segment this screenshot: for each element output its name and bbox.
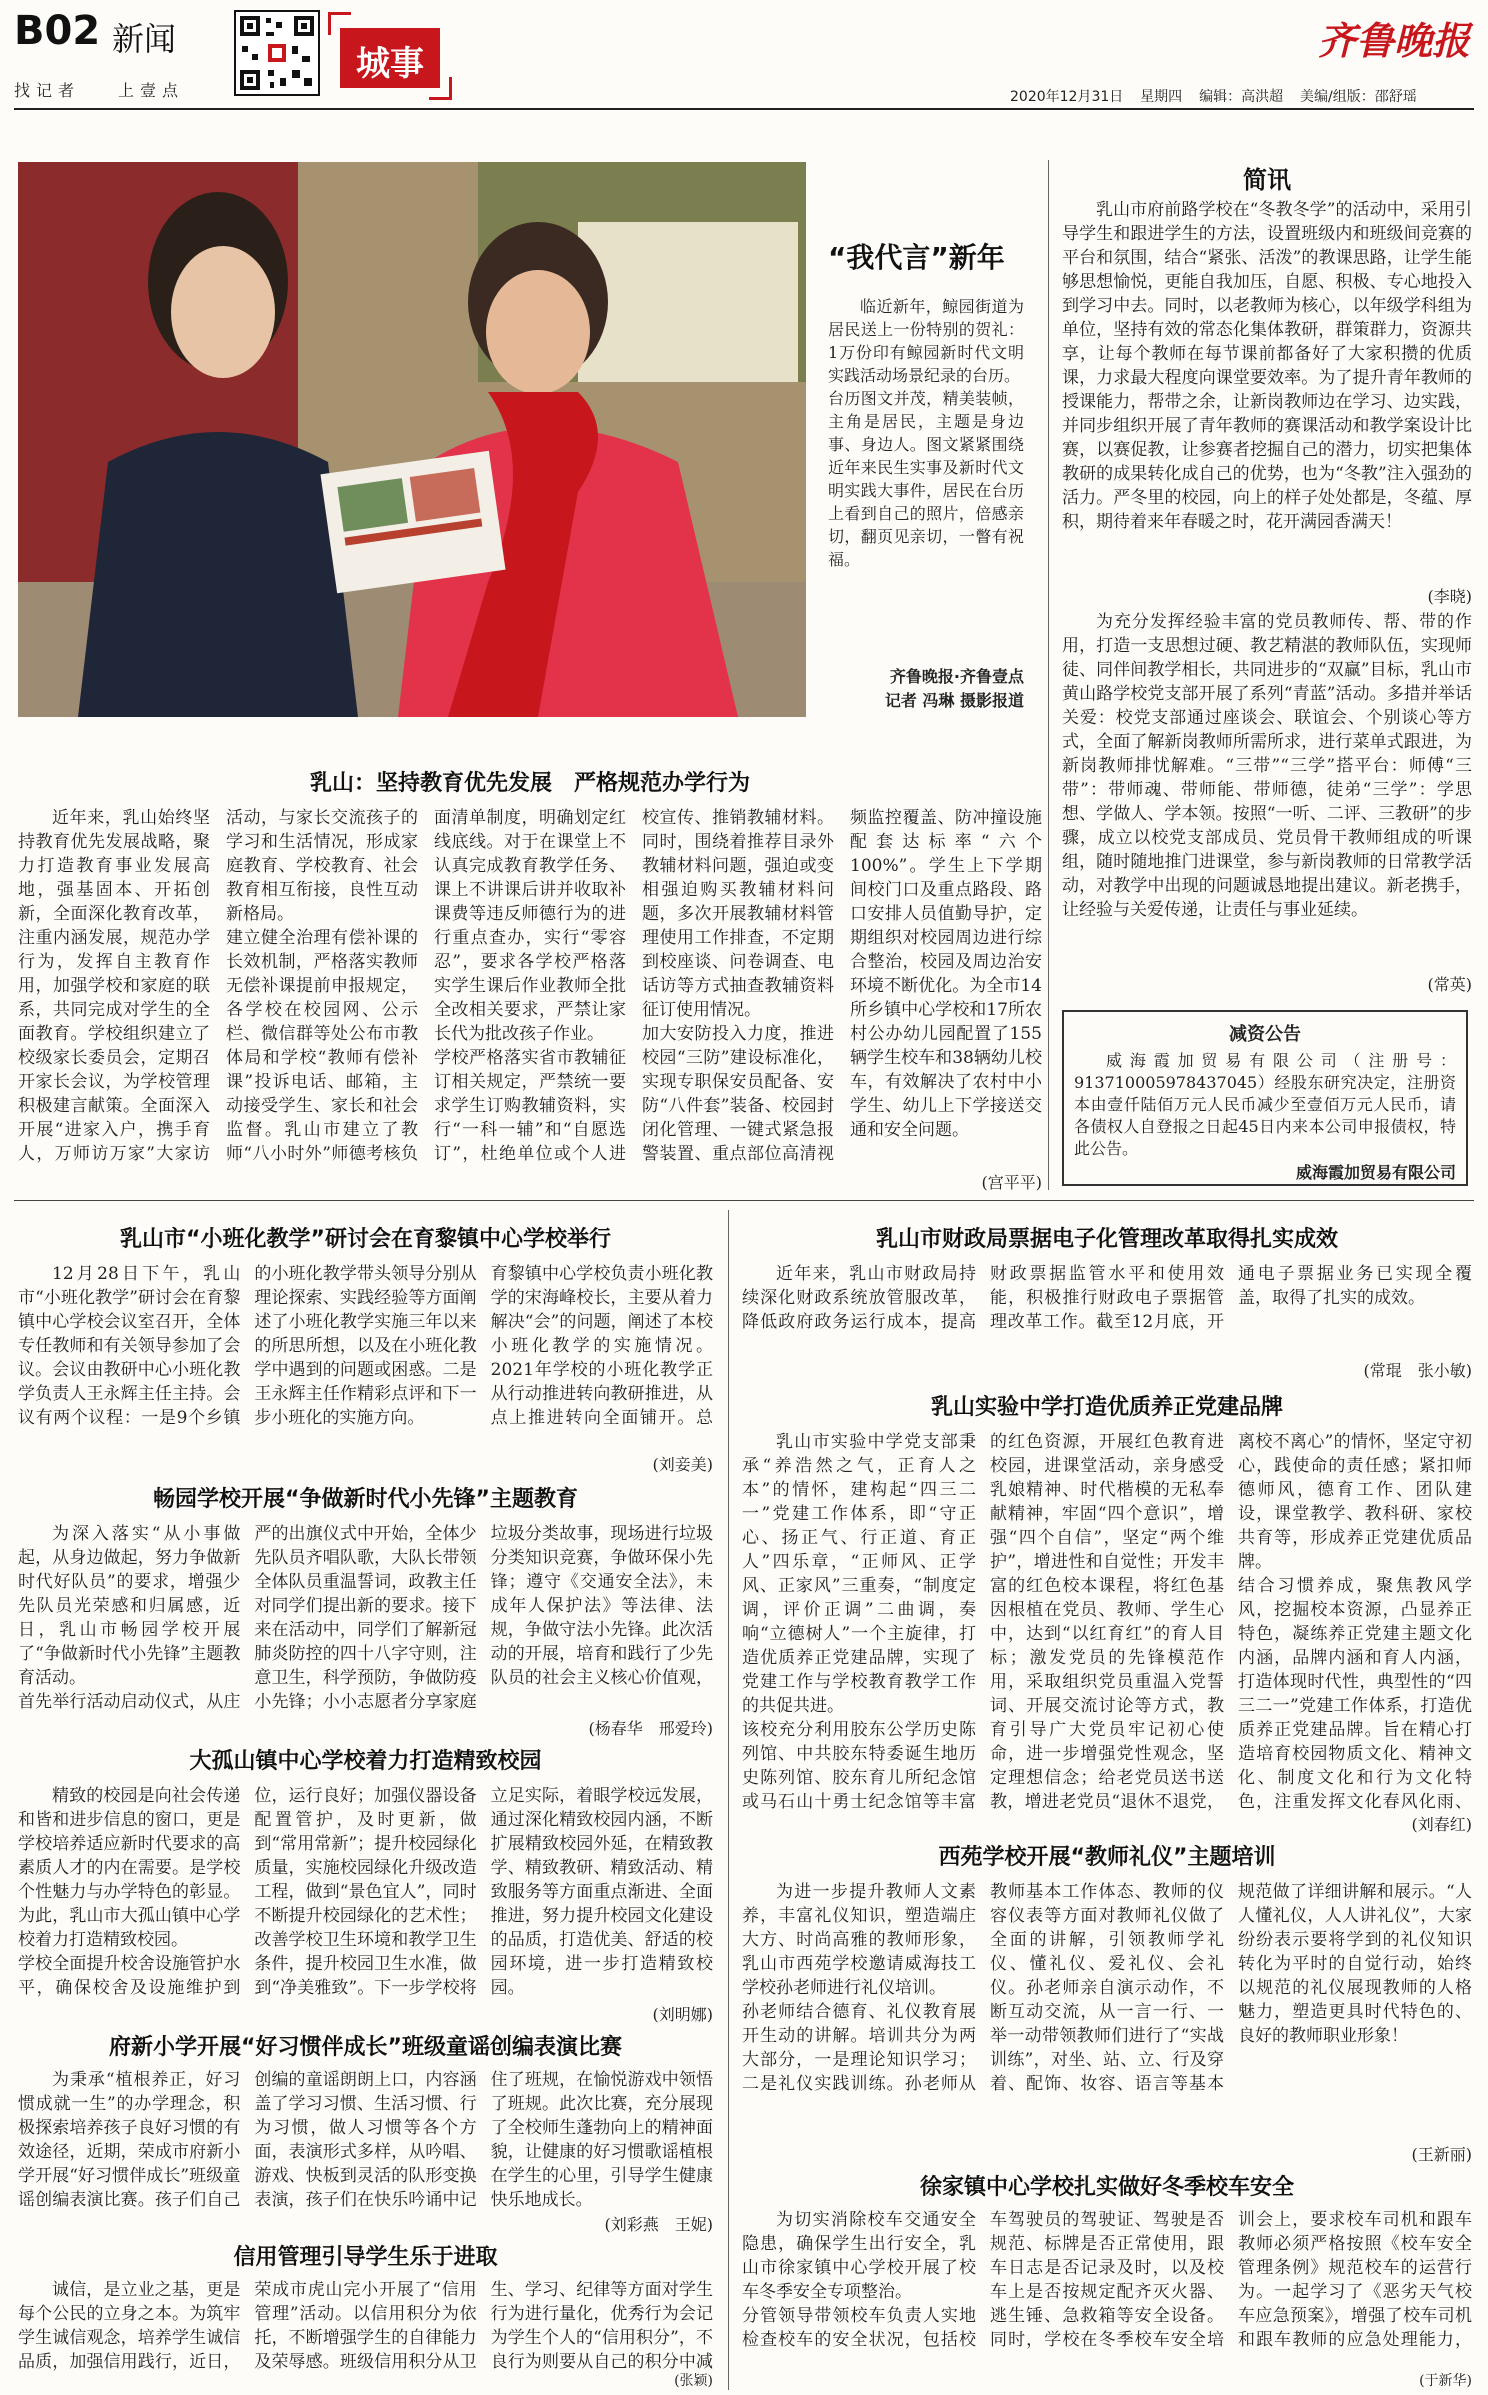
news-photo: [18, 162, 806, 717]
dagushan-text: 精致的校园是向社会传递和皆和进步信息的窗口，更是学校培养适应新时代要求的高素质人才的内在需要。是学校个性魅力与办学特色的彰显。为此，乳山市大孤山镇中心学校着力打造精致校园。 学校全面提升校舍设施管护水平，确保校舍及设施维护到位，运行良好；加强仪器设备配置管护，及时更新，做到“常用常新”；提升校园绿化质量，实施校园绿化升级改造工程，做到“景色宜人”，同时不断提升校园绿化的艺术性；改善学校卫生环境和教学卫生条件，提升校园卫生水准，做到“净美雅致”。下一步学校将立足实际，着眼学校远发展，通过深化精致校园内涵，不断扩展精致校园外延，在精致教学、精致教研、精致活动、精致服务等方面重点渐进、全面推进，努力提升校园文化建设的品质，打造优美、舒适的校园环境，进一步打造精致校园。: [18, 1786, 713, 1998]
shiyan-author: (刘春红): [1411, 1815, 1472, 1834]
xujia-text: 为切实消除校车交通安全隐患，确保学生出行安全，乳山市徐家镇中心学校开展了校车冬季安全专项整治。 分管领导带领校车负责人实地检查校车的安全状况，包括校车驾驶员的驾驶证、驾驶是否规范、标牌是否正常使用，跟车日志是否记录及时，以及校车上是否按规定配齐灭火器、逃生锤、急救箱等安全设备。同时，学校在冬季校车安全培训会上，要求校车司机和跟车教师必须严格按照《校车安全管理条例》规范校车的运营行为。一起学习了《恶劣天气校车应急预案》，增强了校车司机和跟车教师的应急处理能力，: [742, 2210, 1472, 2350]
notice-title: 减资公告: [1229, 1024, 1301, 1045]
finance-author: (常琨 张小敏): [1363, 1361, 1472, 1380]
xujia-author: (于新华): [1419, 2373, 1472, 2389]
channel-label: 城事: [356, 44, 424, 84]
small-class-title: 乳山市“小班化教学”研讨会在育黎镇中心学校举行: [120, 1227, 611, 1252]
notice-box: [1062, 1010, 1468, 1186]
masthead-rule: [14, 108, 1474, 110]
dagushan-title: 大孤山镇中心学校着力打造精致校园: [189, 1749, 542, 1774]
main-article-author: (宫平平): [981, 1173, 1042, 1192]
changyuan-text: 为深入落实“从小事做起，从身边做起，努力争做新时代好队员”的要求，增强少先队员光荣感和归属感，近日，乳山市畅园学校开展了“争做新时代小先锋”主题教育活动。 首先举行活动启动仪式，从庄严的出旗仪式中开始，全体少先队员齐唱队歌，大队长带领全体队员重温誓词，政教主任对同学们提出新的要求。接下来在活动中，同学们了解新冠肺炎防控的四十八字守则，注意卫生，科学预防，争做防疫小先锋；小小志愿者分享家庭垃圾分类故事，现场进行垃圾分类知识竞赛，争做环保小先锋；遵守《交通安全法》，未成年人保护法》等法律、法规，争做守法小先锋。此次活动的开展，培育和践行了少先队员的社会主义核心价值观，: [18, 1524, 713, 1712]
channel-tab: [340, 28, 440, 88]
photo-story-title: “我代言”新年: [828, 241, 1005, 274]
shiyan-text: 乳山市实验中学党支部秉承“养浩然之气，正育人之本”的情怀，建构起“四三二一”党建工作体系，即“守正心、扬正气、行正道、育正人”四乐章，“正师风、正学风、正家风”三重奏，“制度定调，评价正调”二曲调，奏响“立德树人”一个主旋律，打造优质养正党建品牌，实现了党建工作与学校教育教学工作的共促共进。 该校充分利用胶东公学历史陈列馆、中共胶东特委诞生地历史陈列馆、胶东育儿所纪念馆或马石山十勇士纪念馆等丰富的红色资源，开展红色教育进校园，进课堂活动，亲身感受乳娘精神、时代楷模的无私奉献精神，牢固“四个意识”，增强“四个自信”，坚定“两个维护”，增进性和自觉性；开发丰富的红色校本课程，将红色基因根植在党员、教师、学生心中，达到“以红育红”的育人目标；激发党员的先锋模范作用，采取组织党员重温入党誓词、开展交流讨论等方式，教育引导广大党员牢记初心使命，进一步增强党性观念，坚定理想信念；给老党员送书送教，增进老党员“退休不退党，离校不离心”的情怀，坚定守初心，践使命的责任感；紧扣师德师风，德育工作、团队建设，课堂教学、教科研、家校共育等，形成养正党建优质品牌。 结合习惯养成，聚焦教风学风，挖掘校本资源，凸显养正特色，凝练养正党建主题文化内涵，品牌内涵和育人内涵，打造体现时代性，典型性的“四三二一”党建工作体系，打造优质养正党建品牌。旨在精心打造培育校园物质文化、精神文化、制度文化和行为文化特色，注重发挥文化春风化雨、: [742, 1432, 1472, 1812]
notice-signature: 威海霞加贸易有限公司: [1295, 1163, 1456, 1182]
qr-code: [234, 10, 320, 96]
main-article-title: 乳山：坚持教育优先发展 严格规范办学行为: [309, 771, 750, 796]
brief-author-2: (常英): [1427, 975, 1472, 994]
finance-title: 乳山市财政局票据电子化管理改革取得扎实成效: [875, 1227, 1338, 1252]
weekday: 星期四: [1140, 89, 1183, 105]
small-class-text: 12月28日下午，乳山市“小班化教学”研讨会在育黎镇中心学校会议室召开，全体专任教师和有关领导参加了会议。会议由教研中心小班化教学负责人王永辉主任主持。会议有两个议程：一是9个乡镇的小班化教学带头领导分别从理论探索、实践经验等方面阐述了小班化教学实施三年以来的所思所想，以及在小班化教学中遇到的问题或困惑。二是王永辉主任作精彩点评和下一步小班化的实施方向。 育黎镇中心学校负责小班化教学的宋海峰校长，主要从着力解决“会”的问题，阐述了本校小班化教学的实施情况。2021年学校的小班化教学正从行动推进转向教研推进，从点上推进转向全面铺开。总: [18, 1264, 713, 1428]
xujia-title: 徐家镇中心学校扎实做好冬季校车安全: [919, 2175, 1294, 2200]
brief-author-1: (李晓): [1427, 587, 1472, 606]
slogan-left: 找记者: [14, 81, 81, 100]
small-class-author: (刘妾美): [652, 1455, 713, 1474]
changyuan-author: (杨春华 邢爱玲): [588, 1719, 713, 1738]
dagushan-author: (刘明娜): [652, 2005, 713, 2024]
xiyuan-title: 西苑学校开展“教师礼仪”主题培训: [938, 1845, 1276, 1870]
page-code: B02: [14, 8, 101, 54]
xinyong-title: 信用管理引导学生乐于进取: [233, 2245, 498, 2270]
date-line: 2020年12月31日: [1010, 89, 1124, 105]
photo-story-text: 临近新年，鲸园街道为居民送上一份特别的贺礼：1万份印有鲸园新时代文明实践活动场景纪录的台历。 台历图文并茂，精美装帧，主角是居民，主题是身边事、身边人。图文紧紧围绕近年来民生实事及新时代文明实践大事件，居民在台历上看到自己的照片，倍感亲切，翻页见亲切，一瞥有祝福。: [828, 297, 1024, 569]
slogan-right: 上壹点: [118, 81, 185, 100]
editor-credit: 编辑：高洪超: [1199, 89, 1284, 105]
designer-credit: 美编/组版：邵舒瑶: [1299, 89, 1417, 105]
fuxin-title: 府新小学开展“好习惯伴成长”班级童谣创编表演比赛: [109, 2035, 622, 2060]
fuxin-author: (刘彩燕 王妮): [604, 2215, 713, 2234]
xiyuan-author: (王新丽): [1411, 2145, 1472, 2164]
notice-text: 威海霞加贸易有限公司（注册号：913710005978437045）经股东研究决定，注册资本由壹仟陆佰万元人民币减少至壹佰万元人民币，请各债权人自登报之日起45日内来本公司申报债权，特此公告。: [1074, 1051, 1456, 1158]
photo-story-credit-1: 齐鲁晚报·齐鲁壹点: [889, 667, 1024, 686]
brief-text-1: 乳山市府前路学校在“冬教冬学”的活动中，采用引导学生和跟进学生的方法，设置班级内和班级间竞赛的平台和氛围，结合“紧张、活泼”的教课思路，让学生能够思想愉悦，更能自我加压，自愿、积极、专心地投入到学习中去。同时，以老教师为核心，以年级学科组为单位，坚持有效的常态化集体教研，群策群力，资源共享，让每个教师在每节课前都备好了大家积攒的优质课，力求最大程度向课堂要效率。为了提升青年教师的授课能力，帮带之余，让新岗教师边在学习、边实践，并同步组织开展了青年教师的赛课活动和教学案设计比赛，以赛促教，让参赛者挖掘自己的潜力，切实把集体教研的成果转化成自己的优势，也为“冬教”注入强劲的活力。严冬里的校园，向上的样子处处都是，冬蕴、厚积，期待着来年春暖之时，花开满园香满天！: [1062, 200, 1472, 532]
brief-text-2: 为充分发挥经验丰富的党员教师传、帮、带的作用，打造一支思想过硬、教艺精湛的教师队伍，实现师徒、同伴间教学相长，共同进步的“双赢”目标，乳山市黄山路学校党支部开展了系列“青蓝”活动。多措并举话关爱：校党支部通过座谈会、联谊会、个别谈心等方式，全面了解新岗教师所需所求，进行菜单式跟进，为新岗教师排忧解难。“三带”“三学”搭平台：师傅“三带”：带师魂、带师能、带师德，徒弟“三学”：学思想、学做人、学本领。按照“一听、二评、三教研”的步骤，成立以校党支部成员、党员骨干教师组成的听课组，随时随地推门进课堂，参与新岗教师的日常教学活动，对教学中出现的问题诚恳地提出建议。新老携手，让经验与关爱传递，让责任与事业延续。: [1062, 612, 1472, 920]
photo-story-credit-2: 记者 冯琳 摄影报道: [884, 691, 1024, 710]
section-name: 新闻: [112, 20, 177, 58]
main-article-text: 近年来，乳山始终坚持教育优先发展战略，聚力打造教育事业发展高地，强基固本、开拓创新，全面深化教育改革，注重内涵发展，规范办学行为，发挥自主教育作用，加强学校和家庭的联系，共同完成对学生的全面教育。学校组织建立了校级家长委员会，定期召开家长会议，为学校管理积极建言献策。全面深入开展“进家入户，携手育人，万师访万家”大家访活动，与家长交流孩子的学习和生活情况，形成家庭教育、学校教育、社会教育相互衔接，良性互动新格局。 建立健全治理有偿补课的长效机制，严格落实教师无偿补课提前申报规定，各学校在校园网、公示栏、微信群等处公布市教体局和学校“教师有偿补课”投诉电话、邮箱，主动接受学生、家长和社会监督。乳山市建立了教师“八小时外”师德考核负面清单制度，明确划定红线底线。对于在课堂上不认真完成教育教学任务、课上不讲课后讲并收取补课费等违反师德行为的进行重点查办，实行“零容忍”，要求各学校严格落实学生课后作业教师全批全改相关要求，严禁让家长代为批改孩子作业。 学校严格落实省市教辅征订相关规定，严禁统一要求学生订购教辅资料，实行“一科一辅”和“自愿选订”，杜绝单位或个人进校宣传、推销教辅材料。同时，围绕着推荐目录外教辅材料问题，强迫或变相强迫购买教辅材料问题，多次开展教辅材料管理使用工作排查，不定期到校座谈、问卷调查、电话访等方式抽查教辅资料征订使用情况。 加大安防投入力度，推进校园“三防”建设标准化，实现专职保安员配备、安防“八件套”装备、校园封闭化管理、一键式紧急报警装置、重点部位高清视频监控覆盖、防冲撞设施配套达标率“六个100%”。学生上下学期间校门口及重点路段、路口安排人员值勤导护，定期组织对校园周边进行综合整治，校园及周边治安环境不断优化。为全市14所乡镇中心学校和17所农村公办幼儿园配置了155辆学生校车和38辆幼儿校车，有效解决了农村中小学生、幼儿上下学接送交通和安全问题。: [18, 808, 1042, 1164]
brand-logo: 齐鲁晚报: [1317, 18, 1470, 63]
fuxin-text: 为秉承“植根养正，好习惯成就一生”的办学理念，积极探索培养孩子良好习惯的有效途径，近期，荣成市府新小学开展“好习惯伴成长”班级童谣创编表演比赛。孩子们自己创编的童谣朗朗上口，内容涵盖了学习习惯、生活习惯、行为习惯，做人习惯等各个方面，表演形式多样，从吟唱、游戏、快板到灵活的队形变换表演，孩子们在快乐吟诵中记住了班规，在愉悦游戏中领悟了班规。此次比赛，充分展现了全校师生蓬勃向上的精神面貌，让健康的好习惯歌谣植根在学生的心里，引导学生健康快乐地成长。: [18, 2070, 713, 2210]
changyuan-title: 畅园学校开展“争做新时代小先锋”主题教育: [153, 1487, 578, 1512]
xinyong-text: 诚信，是立业之基，更是每个公民的立身之本。为筑牢学生诚信观念，培养学生诚信品质，加强信用践行，近日，荣成市虎山完小开展了“信用管理”活动。以信用积分为依托，不断增强学生的自律能力及荣辱感。班级信用积分从卫生、学习、纪律等方面对学生行为进行量化，优秀行为会记为学生个人的“信用积分”，不良行为则要从自己的积分中减: [18, 2280, 713, 2372]
xiyuan-text: 为进一步提升教师人文素养，丰富礼仪知识，塑造端庄大方、时尚高雅的教师形象，乳山市西苑学校邀请威海技工学校孙老师进行礼仪培训。 孙老师结合德育、礼仪教育展开生动的讲解。培训共分为两大部分，一是理论知识学习；二是礼仪实践训练。孙老师从教师基本工作体态、教师的仪容仪表等方面对教师礼仪做了全面的讲解，引领教师学礼仪、懂礼仪、爱礼仪、会礼仪。孙老师亲自演示动作，不断互动交流，从一言一行、一举一动带领教师们进行了“实战训练”，对坐、站、立、行及穿着、配饰、妆容、语言等基本规范做了详细讲解和展示。“人人懂礼仪，人人讲礼仪”，大家纷纷表示要将学到的礼仪知识转化为平时的自觉行动，始终以规范的礼仪展现教师的人格魅力，塑造更具时代特色的、良好的教师职业形象！: [742, 1882, 1472, 2094]
xinyong-author: (张颖): [674, 2373, 713, 2389]
finance-text: 近年来，乳山市财政局持续深化财政系统放管服改革，降低政府政务运行成本，提高财政票据监管水平和使用效能，积极推行财政电子票据管理改革工作。截至12月底，开通电子票据业务已实现全覆盖，取得了扎实的成效。: [742, 1264, 1472, 1332]
brief-title: 简讯: [1243, 166, 1291, 194]
shiyan-title: 乳山实验中学打造优质养正党建品牌: [930, 1395, 1283, 1420]
